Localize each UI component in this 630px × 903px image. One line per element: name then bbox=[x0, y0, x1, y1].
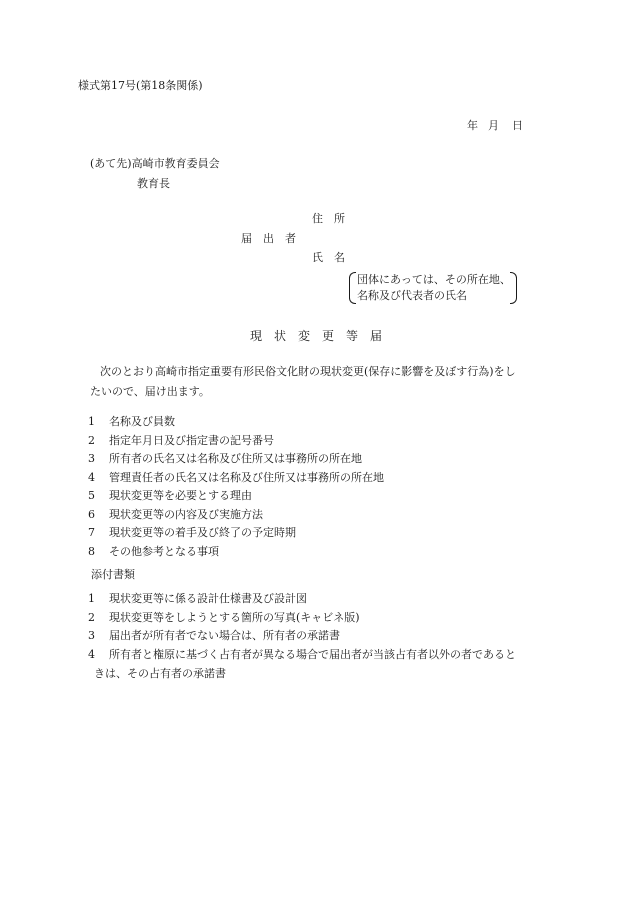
list-item: 7 現状変更等の着手及び終了の予定時期 bbox=[88, 526, 296, 539]
document-title: 現 状 変 更 等 届 bbox=[250, 329, 383, 343]
date-day: 日 bbox=[512, 119, 523, 132]
list-item: 2 現状変更等をしようとする箇所の写真(キャビネ版) bbox=[88, 610, 360, 624]
addressee-line1: (あて先)高崎市教育委員会 bbox=[90, 157, 220, 170]
date-month: 月 bbox=[488, 119, 499, 132]
attachments-list bbox=[88, 590, 516, 680]
note-line1: 団体にあっては、その所在地、 bbox=[357, 273, 511, 286]
list-item: 4 管理責任者の氏名又は名称及び住所又は事務所の所在地 bbox=[88, 470, 384, 484]
list-item-continuation: きは、その占有者の承諾書 bbox=[94, 666, 226, 680]
name-label: 氏 名 bbox=[312, 251, 345, 264]
date-year: 年 bbox=[467, 119, 478, 132]
list-item: 2 指定年月日及び指定書の記号番号 bbox=[88, 433, 274, 447]
list-item: 5 現状変更等を必要とする理由 bbox=[88, 489, 252, 502]
attachments-heading: 添付書類 bbox=[91, 568, 135, 581]
body-line2: たいので、届け出ます。 bbox=[90, 385, 210, 398]
list-item: 1 現状変更等に係る設計仕様書及び設計図 bbox=[88, 592, 307, 605]
address-label: 住 所 bbox=[312, 212, 345, 225]
note-line2: 名称及び代表者の氏名 bbox=[357, 289, 467, 302]
items-list bbox=[88, 413, 384, 561]
list-item: 3 届出者が所有者でない場合は、所有者の承諾書 bbox=[88, 629, 340, 642]
list-item: 4 所有者と権原に基づく占有者が異なる場合で届出者が当該占有者以外の者であると きは、その占有者の承諾書 bbox=[88, 646, 516, 665]
addressee-line2: 教育長 bbox=[137, 177, 170, 190]
list-item: 6 現状変更等の内容及び実施方法 bbox=[88, 507, 263, 521]
note-bracket-left bbox=[349, 272, 356, 304]
applicant-label: 届 出 者 bbox=[241, 232, 296, 245]
list-item: 8 その他参考となる事項 bbox=[88, 544, 219, 558]
body-line1: 次のとおり高崎市指定重要有形民俗文化財の現状変更(保存に影響を及ぼす行為)をし bbox=[100, 365, 516, 378]
form-number: 様式第17号(第18条関係) bbox=[78, 79, 203, 92]
list-item: 3 所有者の氏名又は名称及び住所又は事務所の所在地 bbox=[88, 452, 362, 465]
note-bracket-right bbox=[510, 272, 517, 304]
list-item: 1 名称及び員数 bbox=[88, 415, 175, 428]
